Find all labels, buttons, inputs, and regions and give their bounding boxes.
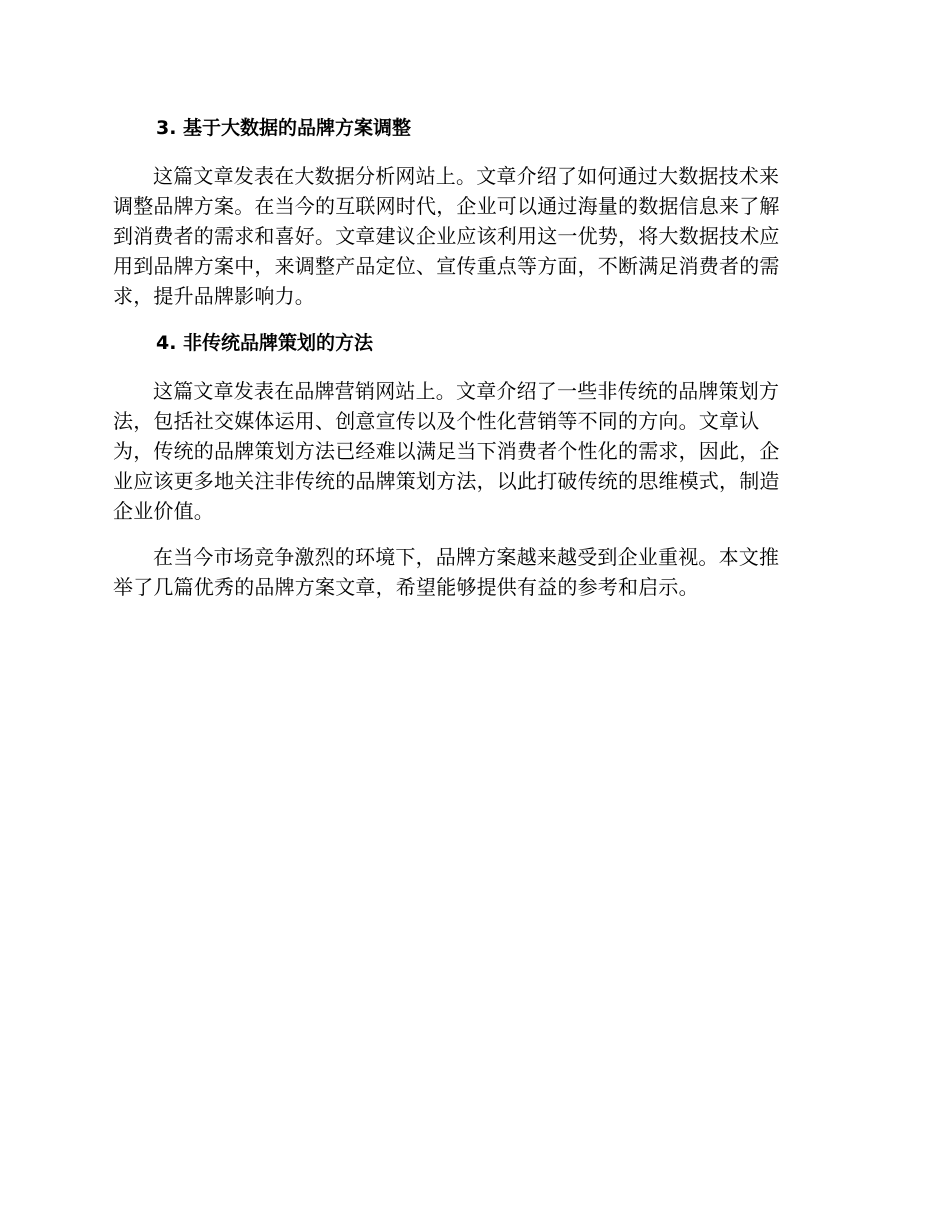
section-heading-3: 3. 基于大数据的品牌方案调整: [156, 117, 412, 139]
section-paragraph-4: [113, 376, 830, 526]
paragraph-line: 到消费者的需求和喜好。文章建议企业应该利用这一优势，将大数据技术应: [113, 224, 780, 248]
paragraph-line: 法，包括社交媒体运用、创意宣传以及个性化营销等不同的方向。文章认: [113, 409, 760, 433]
paragraph-line: 为，传统的品牌策划方法已经难以满足当下消费者个性化的需求，因此，企: [113, 439, 780, 463]
conclusion-paragraph: [113, 542, 830, 602]
paragraph-line: 举了几篇优秀的品牌方案文章，希望能够提供有益的参考和启示。: [113, 575, 699, 599]
section-paragraph-3: [113, 161, 830, 311]
paragraph-line: 调整品牌方案。在当今的互联网时代，企业可以通过海量的数据信息来了解: [113, 194, 780, 218]
paragraph-line: 这篇文章发表在品牌营销网站上。文章介绍了一些非传统的品牌策划方: [153, 379, 780, 403]
paragraph-line: 在当今市场竞争激烈的环境下，品牌方案越来越受到企业重视。本文推: [153, 545, 780, 569]
paragraph-line: 求，提升品牌影响力。: [113, 284, 315, 308]
document-body: [113, 112, 830, 618]
section-heading-4: 4. 非传统品牌策划的方法: [156, 332, 374, 354]
paragraph-line: 用到品牌方案中，来调整产品定位、宣传重点等方面，不断满足消费者的需: [113, 254, 780, 278]
paragraph-line: 业应该更多地关注非传统的品牌策划方法，以此打破传统的思维模式，制造: [113, 469, 780, 493]
paragraph-line: 这篇文章发表在大数据分析网站上。文章介绍了如何通过大数据技术来: [153, 164, 780, 188]
paragraph-line: 企业价值。: [113, 499, 214, 523]
